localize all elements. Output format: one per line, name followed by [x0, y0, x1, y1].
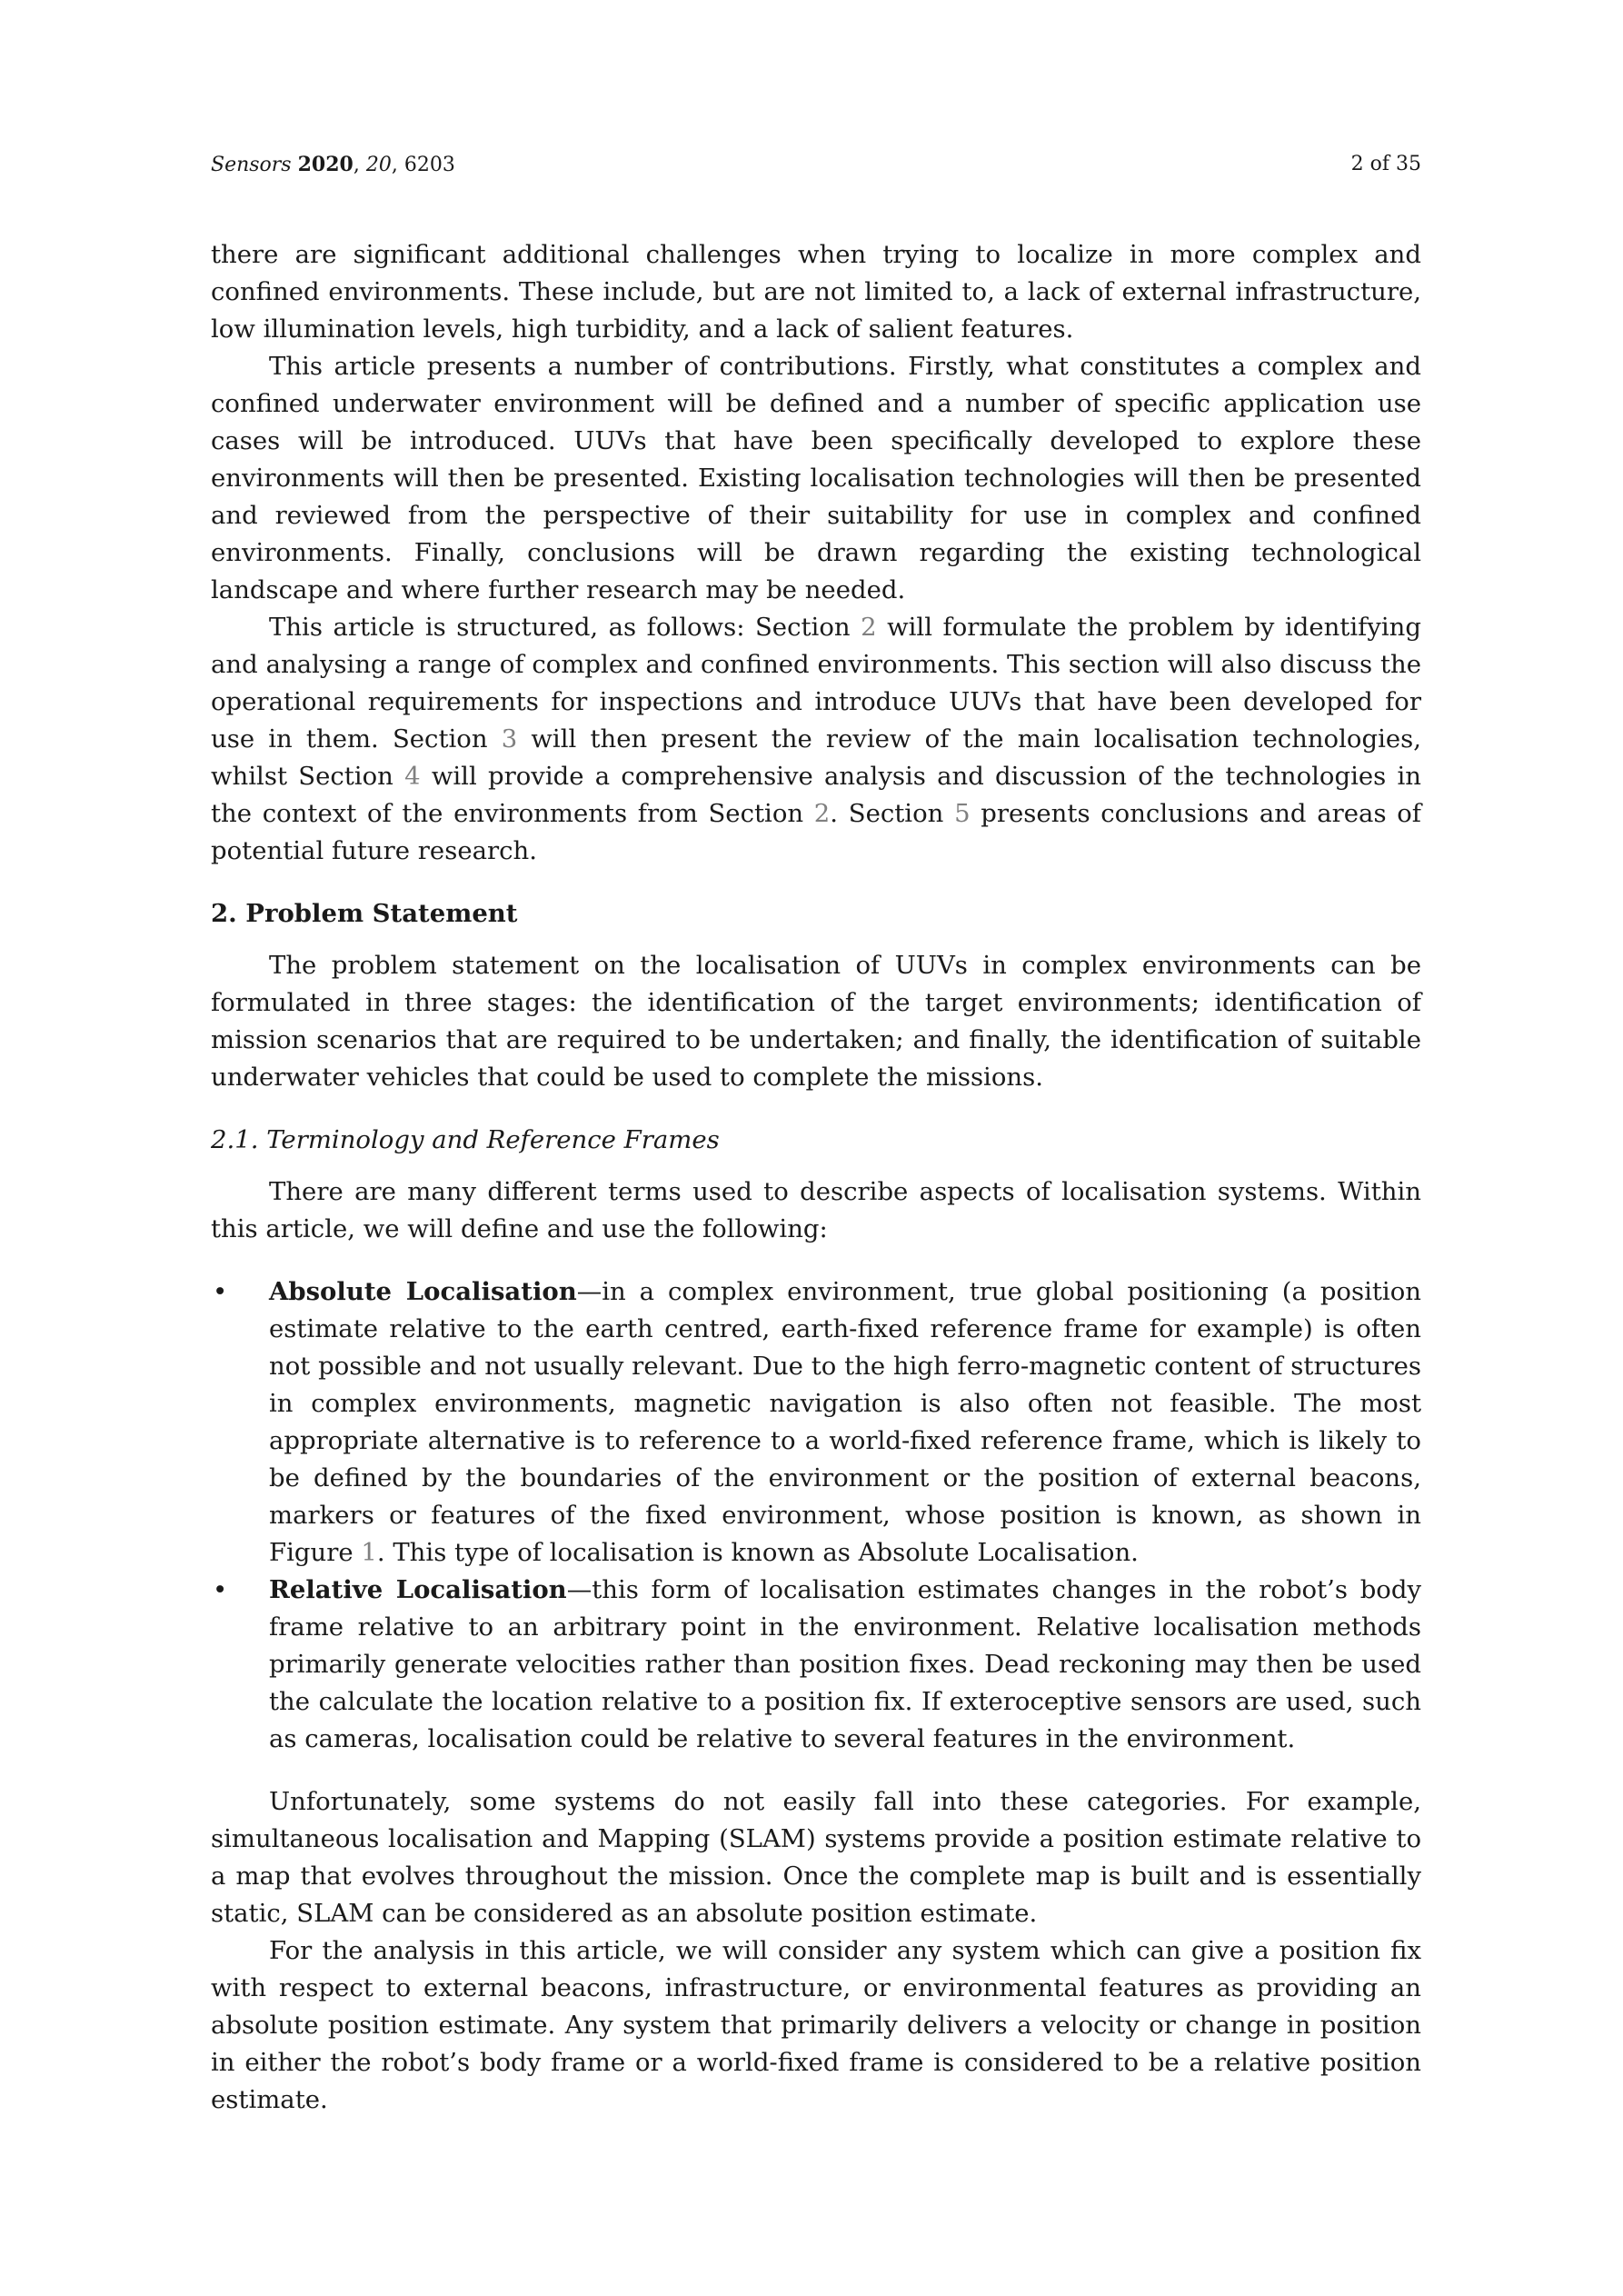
definition-item-absolute	[211, 1273, 1421, 1572]
section-ref-link[interactable]: 2	[861, 613, 877, 642]
article-body	[211, 236, 1421, 2119]
text-span: This article is structured, as follows: Section	[269, 613, 861, 642]
definition-term: Absolute Localisation	[269, 1277, 577, 1306]
running-header	[211, 151, 1421, 179]
section-ref-link[interactable]: 3	[501, 724, 518, 754]
paragraph-slam: Unfortunately, some systems do not easily fall into these categories. For example, simultaneous localisation and Mapping (SLAM) systems provide a position estimate relative to a map that evolves throughout the mission. Once the complete map is built and is essentially static, SLAM can be considered as an absolute position estimate.	[211, 1787, 1421, 1928]
paragraph-analysis: For the analysis in this article, we will consider any system which can give a position fix with respect to external beacons, infrastructure, or environmental features as providing an absolute position estimate. Any system that primarily delivers a velocity or change in position in either the robot’s body frame or a world-fixed frame is considered to be a relative position estimate.	[211, 1936, 1421, 2114]
section-ref-link[interactable]: 4	[404, 762, 421, 791]
journal-volume: 20	[365, 154, 392, 176]
text-span: will provide a comprehensive analysis and discussion of the technologies in the context of the environments from Section	[211, 762, 1421, 828]
figure-ref-link[interactable]: 1	[361, 1538, 377, 1567]
paragraph-continued: there are significant additional challenges when trying to localize in more complex and confined environments. These include, but are not limited to, a lack of external infrastructure, low illumination levels, high turbidity, and a lack of salient features.	[211, 240, 1421, 344]
journal-name: Sensors	[211, 154, 292, 176]
section-heading: 2. Problem Statement	[211, 899, 518, 928]
section-ref-link[interactable]: 5	[954, 799, 971, 828]
text-span: . Section	[830, 799, 955, 828]
definition-text: —this form of localisation estimates changes in the robot’s body frame relative to an arbitrary point in the environment. Relative localisation methods primarily generate velocities rather than position fixes. Dead reckoning may then be used the calculate the location relative to a position fix. If exteroceptive sensors are used, such as cameras, localisation could be relative to several features in the environment.	[269, 1575, 1421, 1753]
journal-year: 2020	[297, 153, 353, 176]
text-span: presents conclusions and areas of potential future research.	[211, 799, 1421, 865]
text-span: will then present the review of the main localisation technologies, whilst Section	[211, 724, 1421, 791]
page-number: 2 of 35	[1350, 153, 1421, 175]
definition-list	[211, 1273, 1421, 1758]
paragraph-structure	[211, 609, 1421, 870]
journal-citation: Sensors 2020, 20, 6203	[211, 153, 455, 176]
paragraph-terminology-intro: There are many different terms used to describe aspects of localisation systems. Within this article, we will define and use the following:	[211, 1177, 1421, 1243]
paragraph-contributions: This article presents a number of contributions. Firstly, what constitutes a complex and confined underwater environment will be defined and a number of specific application use cases will be introduced. UUVs that have been specifically developed to explore these environments will then be presented. Existing localisation technologies will then be presented and reviewed from the perspective of their suitability for use in complex and confined environments. Finally, conclusions will be drawn regarding the existing technological landscape and where further research may be needed.	[211, 352, 1421, 604]
definition-text: —in a complex environment, true global positioning (a position estimate relative to the earth centred, earth-fixed reference frame for example) is often not possible and not usually relevant. Due to the high ferro-magnetic content of structures in complex environments, magnetic navigation is also often not feasible. The most appropriate alternative is to reference to a world-fixed reference frame, which is likely to be defined by the boundaries of the environment or the position of external beacons, markers or features of the fixed environment, whose position is known, as shown in Figure	[269, 1277, 1421, 1567]
paragraph-problem: The problem statement on the localisation of UUVs in complex environments can be formulated in three stages: the identification of the target environments; identification of mission scenarios that are required to be undertaken; and finally, the identification of suitable underwater vehicles that could be used to complete the missions.	[211, 951, 1421, 1092]
definition-text: . This type of localisation is known as Absolute Localisation.	[376, 1538, 1139, 1567]
definition-term: Relative Localisation	[269, 1575, 567, 1604]
article-number: , 6203	[391, 154, 455, 176]
section-ref-link[interactable]: 2	[813, 799, 831, 828]
bullet-glyph: •	[213, 1575, 228, 1604]
subsection-heading: 2.1. Terminology and Reference Frames	[211, 1125, 720, 1154]
definition-item-relative	[211, 1572, 1421, 1758]
bullet-glyph: •	[213, 1277, 228, 1306]
text-span: will formulate the problem by identifying and analysing a range of complex and confined environments. This section will also discuss the operational requirements for inspections and introduce UUVs that have been developed for use in them. Section	[211, 613, 1421, 754]
